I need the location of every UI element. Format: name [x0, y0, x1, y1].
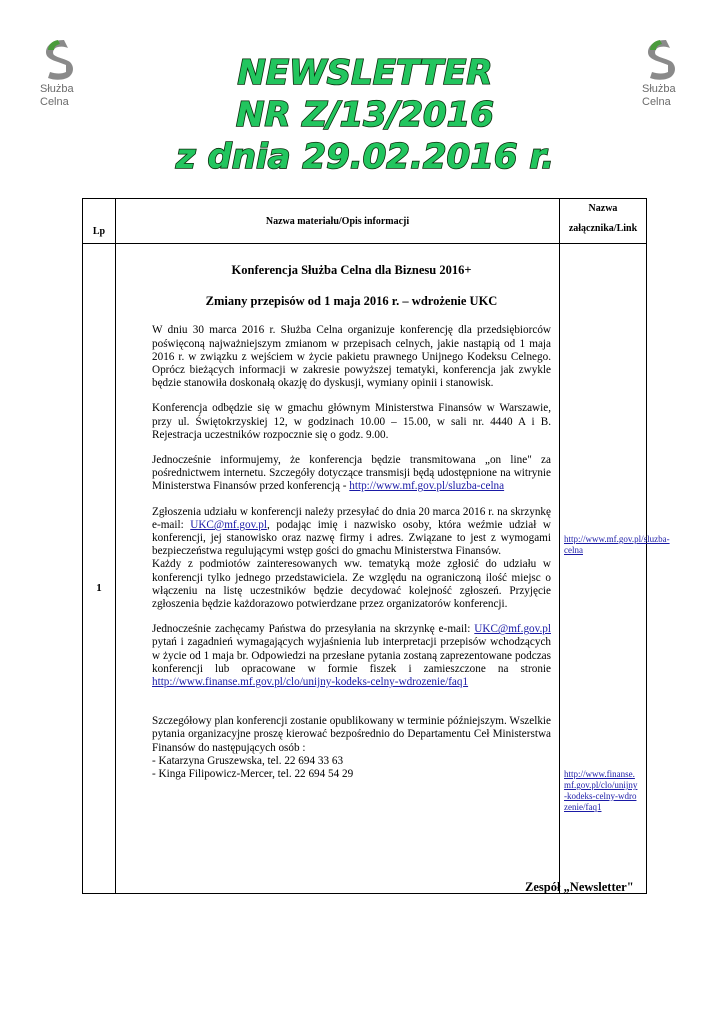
ukc-email-link[interactable]: UKC@mf.gov.pl	[190, 518, 267, 531]
headline-line1: NEWSLETTER	[237, 53, 493, 93]
header-attachment	[560, 199, 647, 244]
attachment-link-2[interactable]: http://www.finanse.mf.gov.pl/clo/unijny-kodeks-celny-wdrozenie/faq1	[564, 769, 638, 812]
row-number-cell	[83, 244, 116, 894]
ukc-email-link-2[interactable]: UKC@mf.gov.pl	[474, 623, 551, 636]
stream-text: Jednocześnie informujemy, że konferencja będzie transmitowana „on line" za pośrednictwem internetu. Szczegóły dotyczące transmisji będą udostępnione na witrynie Ministerstwa Finansów przed konferencją -	[152, 454, 551, 493]
sluzba-celna-logo-left	[38, 38, 98, 118]
logo-mark-icon	[640, 38, 680, 82]
headline-line2: NR Z/13/2016	[236, 95, 494, 135]
sluzba-celna-logo-right	[640, 38, 700, 118]
table-header-row	[83, 199, 647, 244]
paragraph-participants: Każdy z podmiotów zainteresowanych ww. tematyką może zgłosić do udziału w konferencji tylko jednego przedstawiciela. Ze względu na ograniczoną ilość miejsc o włączeniu na listę uczestników będzie decydować kolejność zgłoszeń. Przyjęcie zgłoszenia będzie każdorazowo potwierdzane przez organizatorów konferencji.	[152, 558, 551, 611]
sluzba-celna-link[interactable]: http://www.mf.gov.pl/sluzba-celna	[349, 480, 505, 493]
logo-line1: Służba	[40, 83, 74, 95]
questions-text-b: pytań i zagadnień wymagających wyjaśnienia lub interpretacji przepisów wchodzących w życie od 1 maja br. Odpowiedzi na przesłane pytania zostaną zaprezentowane podczas konferencji lub opracowane w formie fiszek i zamieszczone na stronie	[152, 636, 551, 675]
table-row	[83, 244, 647, 894]
conference-title: Konferencja Służba Celna dla Biznesu 2016+	[231, 263, 472, 277]
newsletter-table	[82, 198, 670, 894]
row-content-cell	[116, 244, 560, 894]
header-attachment-line1: Nazwa	[588, 203, 618, 214]
attachment-link-1[interactable]: http://www.mf.gov.pl/sluzba-celna	[564, 534, 670, 555]
logo-line1: Służba	[642, 83, 676, 95]
row-attachment-cell	[560, 244, 670, 894]
conference-subtitle: Zmiany przepisów od 1 maja 2016 r. – wdrożenie UKC	[205, 294, 498, 309]
header-name: Nazwa materiału/Opis informacji	[116, 199, 560, 244]
registration-text-b: , podając imię i nazwisko osoby, która weźmie udział w konferencji, jej stanowisko oraz nazwę firmy i adres. Związane to jest z wymogami bezpieczeństwa regulującymi wstęp gości do gmachu Ministerstwa Finansów.	[152, 518, 551, 558]
contact-2: - Kinga Filipowicz-Mercer, tel. 22 694 54 29	[152, 768, 354, 781]
logo-mark-icon	[38, 38, 78, 82]
paragraph-intro: W dniu 30 marca 2016 r. Służba Celna organizuje konferencję dla przedsiębiorców poświęconą najważniejszym zmianom w przepisach celnych, jakie nastąpią od 1 maja 2016 r. w związku z wejściem w życie pakietu prawnego Unijnego Kodeksu Celnego. Oprócz bieżących informacji w zakresie powyższej tematyki, konferencja jak zwykle będzie stanowiła doskonałą okazję do dyskusji, wymiany opinii i stanowisk.	[152, 324, 551, 390]
contact-1: - Katarzyna Gruszewska, tel. 22 694 33 63	[152, 754, 344, 767]
headline-line3: z dnia 29.02.2016 r.	[175, 137, 555, 177]
questions-text-a: Jednocześnie zachęcamy Państwa do przesyłania na skrzynkę e-mail:	[152, 623, 475, 636]
paragraph-location: Konferencja odbędzie się w gmachu głównym Ministerstwa Finansów w Warszawie, przy ul. Świętokrzyskiej 12, w godzinach 10.00 – 15.00, w sali nr. 4440 A i B. Rejestracja uczestników rozpocznie się o godz. 9.00.	[152, 402, 551, 441]
logo-line2: Celna	[40, 96, 69, 108]
registration-text-a: Zgłoszenia udziału w konferencji należy przesyłać do dnia 20 marca 2016 r. na skrzynkę e-mail:	[152, 505, 551, 531]
logo-line2: Celna	[642, 96, 671, 108]
paragraph-questions	[152, 623, 551, 689]
faq-link[interactable]: http://www.finanse.mf.gov.pl/clo/unijny-kodeks-celny-wdrozenie/faq1	[152, 676, 469, 689]
paragraph-stream	[152, 454, 551, 494]
paragraph-plan: Szczegółowy plan konferencji zostanie opublikowany w terminie późniejszym. Wszelkie pytania organizacyjne proszę kierować bezpośrednio do Departamentu Ceł Ministerstwa Finansów do następujących osób :	[152, 715, 552, 754]
signature: Zespół „Newsletter"	[525, 880, 634, 894]
newsletter-headline	[110, 52, 620, 177]
header-lp: Lp	[83, 199, 116, 244]
header-attachment-line2: załącznika/Link	[568, 223, 638, 234]
paragraph-registration	[152, 506, 551, 559]
row-number: 1	[96, 582, 102, 594]
